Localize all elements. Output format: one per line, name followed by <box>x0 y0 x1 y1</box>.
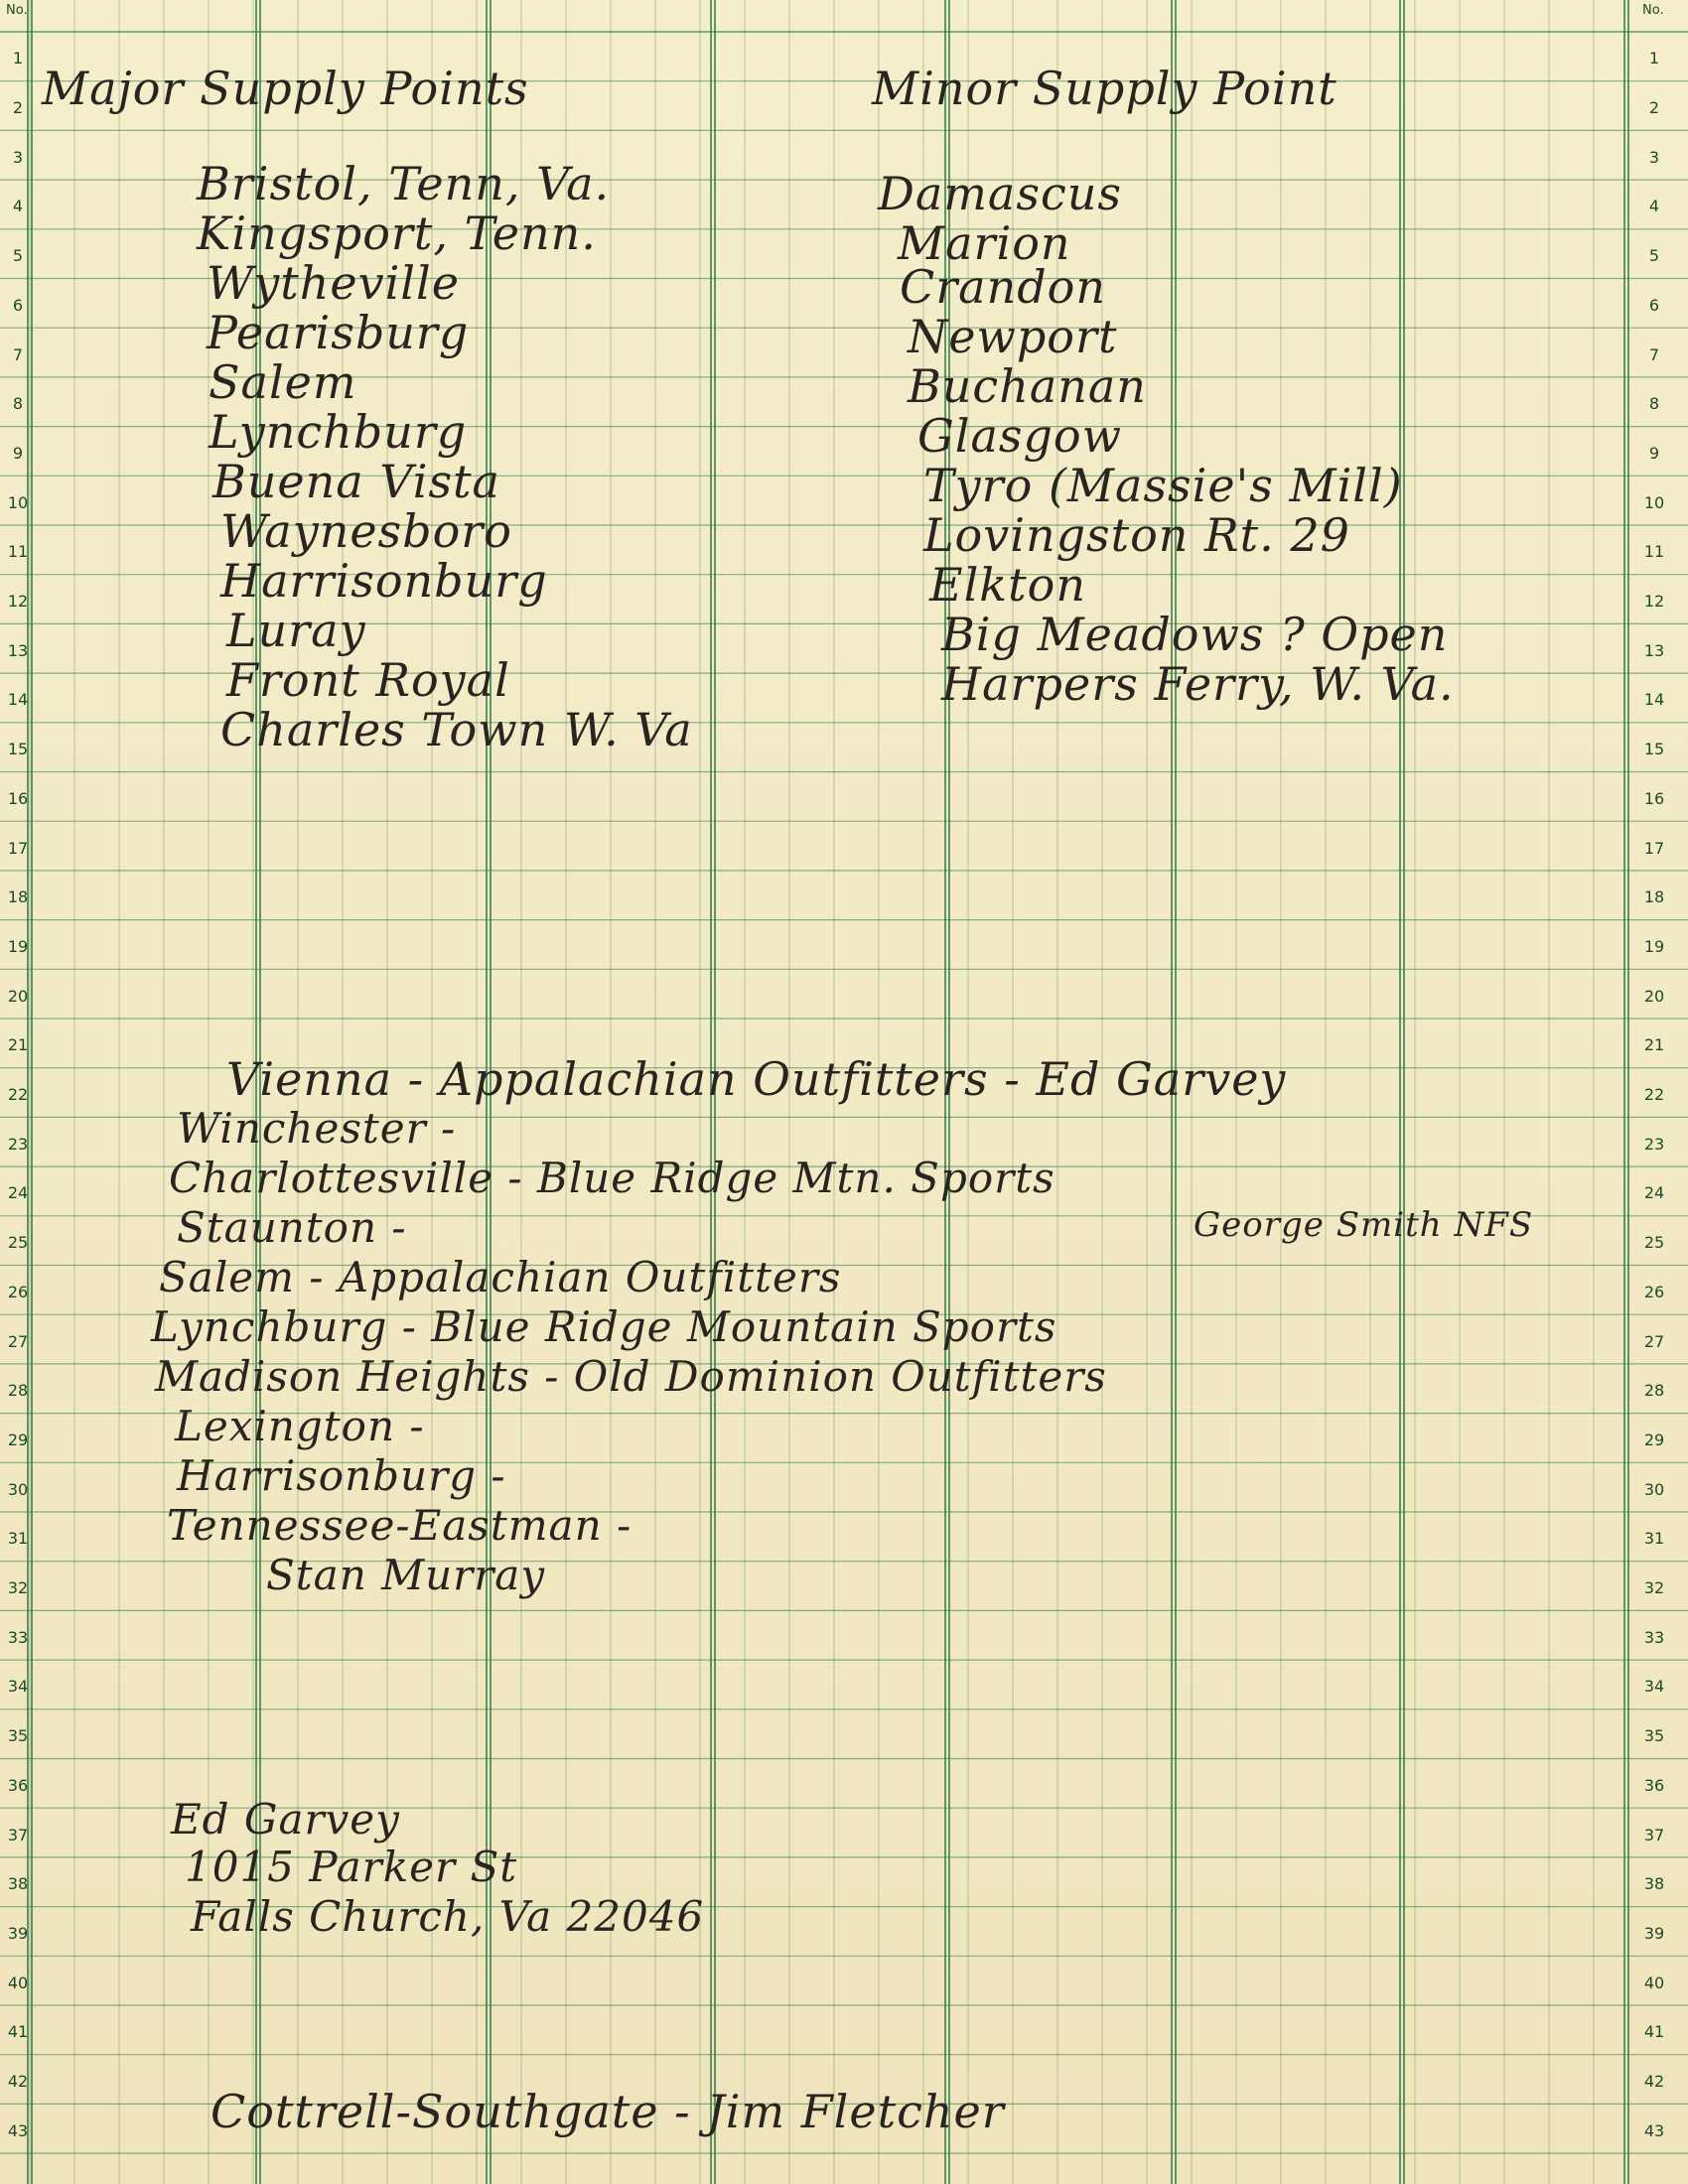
row-number: 20 <box>1643 986 1665 1006</box>
row-number: 34 <box>7 1677 29 1697</box>
minor-item: Tyro (Massie's Mill) <box>923 459 1403 512</box>
address-line: 1015 Parker St <box>185 1843 518 1891</box>
row-number: 2 <box>1648 98 1660 118</box>
outfitter-item: Tennessee-Eastman - <box>167 1501 633 1550</box>
row-number: 3 <box>1648 147 1660 167</box>
row-number: 13 <box>1643 640 1665 660</box>
row-number: 43 <box>7 2120 29 2140</box>
major-item: Front Royal <box>226 653 510 707</box>
row-number: 34 <box>1643 1677 1665 1697</box>
row-number: 22 <box>7 1085 29 1105</box>
row-number: 19 <box>7 936 29 956</box>
row-number: 28 <box>7 1381 29 1401</box>
row-number: 36 <box>7 1775 29 1795</box>
row-number: 28 <box>1643 1381 1665 1401</box>
row-number: 40 <box>1643 1973 1665 1992</box>
major-heading: Major Supply Points <box>42 62 529 115</box>
row-number: 6 <box>12 295 24 315</box>
row-number: 8 <box>12 394 24 414</box>
minor-item: Newport <box>908 310 1118 363</box>
row-number: 17 <box>1643 838 1665 858</box>
footer-note: Cottrell-Southgate - Jim Fletcher <box>211 2085 1005 2138</box>
row-number: 42 <box>7 2072 29 2092</box>
row-number: 7 <box>1648 344 1660 364</box>
row-number: 10 <box>7 492 29 512</box>
row-number: 23 <box>1643 1134 1665 1154</box>
minor-item: Big Meadows ? Open <box>941 608 1449 661</box>
side-note: George Smith NFS <box>1194 1205 1534 1245</box>
row-number: 16 <box>7 788 29 808</box>
row-number: 20 <box>7 986 29 1006</box>
row-number: 42 <box>1643 2072 1665 2092</box>
row-number: 43 <box>1643 2120 1665 2140</box>
major-item: Buena Vista <box>212 455 500 508</box>
row-number: 21 <box>7 1035 29 1055</box>
row-number: 12 <box>7 592 29 612</box>
row-number: 26 <box>1643 1282 1665 1301</box>
minor-item: Crandon <box>900 260 1107 314</box>
outfitter-item: Harrisonburg - <box>177 1451 506 1500</box>
row-number: 25 <box>7 1233 29 1253</box>
row-number: 8 <box>1648 394 1660 414</box>
row-number: 41 <box>1643 2022 1665 2042</box>
outfitter-item: Lynchburg - Blue Ridge Mountain Sports <box>151 1302 1057 1351</box>
outfitter-item: Staunton - <box>177 1203 407 1252</box>
major-item: Lynchburg <box>209 405 468 459</box>
row-number: 1 <box>1648 49 1660 68</box>
row-number: 31 <box>1643 1529 1665 1549</box>
row-number: 30 <box>1643 1479 1665 1499</box>
row-number: 1 <box>12 49 24 68</box>
row-number: 15 <box>7 740 29 759</box>
row-number: 22 <box>1643 1085 1665 1105</box>
row-number: 16 <box>1643 788 1665 808</box>
row-number: 5 <box>1648 246 1660 266</box>
row-number: 12 <box>1643 592 1665 612</box>
row-number: 11 <box>7 542 29 562</box>
row-number: 9 <box>12 443 24 463</box>
minor-item: Lovingston Rt. 29 <box>923 508 1350 562</box>
major-item: Salem <box>209 355 357 409</box>
row-number: 5 <box>12 246 24 266</box>
row-number: 37 <box>1643 1825 1665 1844</box>
minor-item: Marion <box>898 216 1071 270</box>
row-number: 9 <box>1648 443 1660 463</box>
address-line: Ed Garvey <box>171 1795 400 1843</box>
row-number: 29 <box>1643 1430 1665 1449</box>
row-number: 14 <box>1643 690 1665 710</box>
outfitter-item: Stan Murray <box>266 1551 546 1599</box>
minor-heading: Minor Supply Point <box>872 62 1337 115</box>
row-number: 33 <box>1643 1627 1665 1647</box>
row-number: 11 <box>1643 542 1665 562</box>
major-item: Harrisonburg <box>220 554 548 608</box>
row-number: 10 <box>1643 492 1665 512</box>
row-number: 41 <box>7 2022 29 2042</box>
row-number: 18 <box>7 887 29 907</box>
row-number: 38 <box>7 1874 29 1894</box>
row-number: 30 <box>7 1479 29 1499</box>
row-number: 33 <box>7 1627 29 1647</box>
row-number: 4 <box>12 197 24 216</box>
row-number: 6 <box>1648 295 1660 315</box>
row-number: 14 <box>7 690 29 710</box>
minor-item: Harpers Ferry, W. Va. <box>941 657 1455 711</box>
minor-item: Buchanan <box>908 359 1147 413</box>
outfitter-item: Madison Heights - Old Dominion Outfitters <box>155 1352 1107 1401</box>
row-number: 15 <box>1643 740 1665 759</box>
row-number: 29 <box>7 1430 29 1449</box>
major-item: Luray <box>226 604 366 657</box>
row-number: 38 <box>1643 1874 1665 1894</box>
row-number: 27 <box>1643 1331 1665 1351</box>
row-number: 17 <box>7 838 29 858</box>
row-number: 7 <box>12 344 24 364</box>
row-number: 19 <box>1643 936 1665 956</box>
row-number: 32 <box>1643 1578 1665 1598</box>
row-number: 3 <box>12 147 24 167</box>
row-number: 24 <box>7 1183 29 1203</box>
row-number: 31 <box>7 1529 29 1549</box>
row-number: 40 <box>7 1973 29 1992</box>
major-item: Kingsport, Tenn. <box>197 206 597 260</box>
row-number: 37 <box>7 1825 29 1844</box>
row-number: 36 <box>1643 1775 1665 1795</box>
row-number: 18 <box>1643 887 1665 907</box>
row-number: 13 <box>7 640 29 660</box>
row-number: 39 <box>7 1923 29 1943</box>
major-item: Wytheville <box>207 256 460 310</box>
major-item: Bristol, Tenn, Va. <box>197 157 611 210</box>
row-number: 35 <box>7 1726 29 1746</box>
row-number: 32 <box>7 1578 29 1598</box>
minor-item: Glasgow <box>917 409 1123 463</box>
outfitter-item: Charlottesville - Blue Ridge Mtn. Sports <box>169 1154 1055 1202</box>
row-number: 23 <box>7 1134 29 1154</box>
row-number: 26 <box>7 1282 29 1301</box>
row-number: 35 <box>1643 1726 1665 1746</box>
outfitter-item: Salem - Appalachian Outfitters <box>159 1253 842 1301</box>
row-number: 4 <box>1648 197 1660 216</box>
no-header-left: No. <box>6 3 28 18</box>
row-number: 27 <box>7 1331 29 1351</box>
major-item: Waynesboro <box>220 504 512 558</box>
row-number: 24 <box>1643 1183 1665 1203</box>
row-number: 39 <box>1643 1923 1665 1943</box>
outfitter-item: Winchester - <box>177 1104 457 1153</box>
major-item: Pearisburg <box>207 306 470 359</box>
outfitter-item: Lexington - <box>175 1402 425 1450</box>
outfitter-item: Vienna - Appalachian Outfitters - Ed Garvey <box>226 1052 1287 1106</box>
minor-item: Damascus <box>878 167 1122 220</box>
major-item: Charles Town W. Va <box>220 703 693 756</box>
minor-item: Elkton <box>929 558 1086 612</box>
row-number: 21 <box>1643 1035 1665 1055</box>
no-header-right: No. <box>1642 3 1664 18</box>
row-number: 2 <box>12 98 24 118</box>
row-number: 25 <box>1643 1233 1665 1253</box>
address-line: Falls Church, Va 22046 <box>191 1892 705 1941</box>
